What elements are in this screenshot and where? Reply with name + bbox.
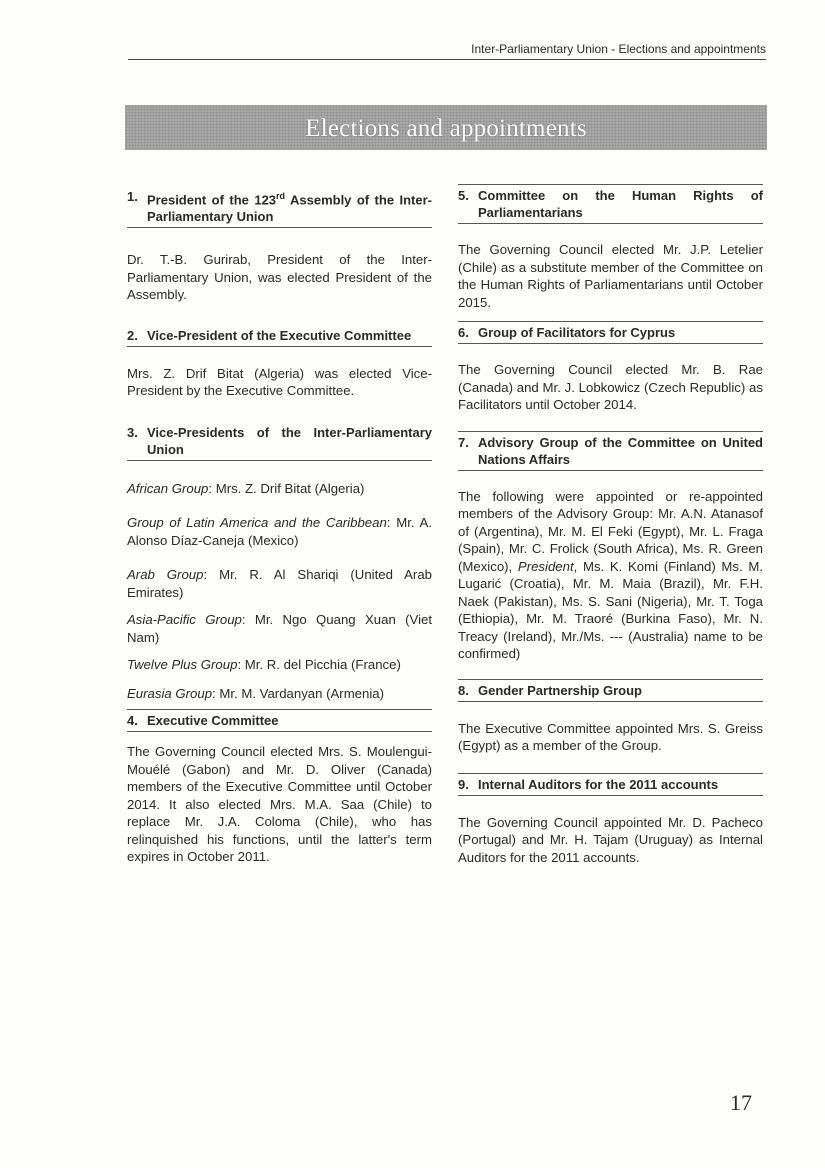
section-title: Vice-Presidents of the Inter-Parliamentary Union	[147, 424, 432, 457]
section-heading-5	[458, 184, 763, 224]
section-heading-3	[127, 422, 432, 461]
section-body-5: The Governing Council elected Mr. J.P. Letelier (Chile) as a substitute member of the Committee on the Human Rights of Parliamentarians until October 2015.	[458, 242, 763, 310]
group-entry: Asia-Pacific Group: Mr. Ngo Quang Xuan (Viet Nam)	[127, 612, 432, 645]
section-title: Executive Committee	[147, 713, 279, 729]
section-heading-4	[127, 709, 432, 732]
section-number: 7.	[458, 434, 469, 450]
section-body-2: Mrs. Z. Drif Bitat (Algeria) was elected Vice-President by the Executive Committee.	[127, 365, 432, 399]
left-column	[127, 186, 432, 866]
section-number: 9.	[458, 776, 469, 792]
section-number: 3.	[127, 424, 138, 440]
section-title: Committee on the Human Rights of Parliamentarians	[478, 188, 763, 220]
group-entry: Eurasia Group: Mr. M. Vardanyan (Armenia)	[127, 685, 385, 701]
section-heading-1	[127, 186, 432, 228]
group-entry: Group of Latin America and the Caribbean: Mr. A. Alonso Díaz-Caneja (Mexico)	[127, 515, 432, 548]
header-rule	[128, 59, 766, 60]
section-body-7: The following were appointed or re-appointed members of the Advisory Group: Mr. A.N. Atanasof of (Argentina), Mr. M. El Feki (Egypt), Mr. L. Fraga (Spain), Mr. C. Frolick (South Africa), Ms. R. Green (Mexico), President, Ms. K. Komi (Finland) Ms. M. Lugarić (Croatia), Mr. M. Maia (Brazil), Mr. F.H. Naek (Pakistan), Ms. S. Sani (Nigeria), Mr. T. Toga (Ethiopia), Mr. M. Traoré (Burkina Faso), Mr. N. Treacy (Ireland), Mr./Ms. --- (Australia) name to be confirmed)	[458, 488, 764, 661]
page-title: Elections and appointments	[305, 115, 587, 142]
section-number: 2.	[127, 327, 138, 343]
section-title: Advisory Group of the Committee on United Nations Affairs	[478, 434, 763, 467]
section-number: 5.	[458, 188, 469, 203]
section-heading-8	[458, 679, 763, 702]
section-title: Vice-President of the Executive Committee	[147, 327, 412, 343]
page-number: 17	[730, 1090, 752, 1115]
section-number: 1.	[127, 189, 138, 204]
section-number: 4.	[127, 713, 138, 729]
section-body-1: Dr. T.-B. Gurirab, President of the Inter-Parliamentary Union, was elected President of the Assembly.	[127, 252, 432, 303]
section-heading-7	[458, 431, 763, 471]
section-body-9: The Governing Council appointed Mr. D. Pacheco (Portugal) and Mr. H. Tajam (Uruguay) as Internal Auditors for the 2011 accounts.	[458, 814, 763, 865]
section-body-6: The Governing Council elected Mr. B. Rae (Canada) and Mr. J. Lobkowicz (Czech Republic) as Facilitators until October 2014.	[458, 362, 763, 412]
section-number: 6.	[458, 325, 469, 340]
section-heading-6	[458, 321, 763, 344]
group-entry: African Group: Mrs. Z. Drif Bitat (Algeria)	[127, 480, 365, 496]
section-heading-9	[458, 773, 763, 796]
section-body-4: The Governing Council elected Mrs. S. Moulengui-Mouélé (Gabon) and Mr. D. Oliver (Canada) members of the Executive Committee until October 2014. It also elected Mrs. M.A. Saa (Chile) to replace Mr. J.A. Coloma (Chile), who has relinquished his functions, until the latter's term expires in October 2011.	[127, 744, 432, 865]
section-title: Internal Auditors for the 2011 accounts	[478, 776, 719, 792]
title-banner	[125, 105, 767, 150]
running-header: Inter-Parliamentary Union - Elections and appointments	[471, 42, 766, 56]
group-entry: Twelve Plus Group: Mr. R. del Picchia (France)	[127, 657, 401, 673]
group-entry: Arab Group: Mr. R. Al Shariqi (United Arab Emirates)	[127, 567, 432, 600]
section-body-8: The Executive Committee appointed Mrs. S. Greiss (Egypt) as a member of the Group.	[458, 720, 763, 753]
section-title: Group of Facilitators for Cyprus	[478, 325, 676, 340]
section-title: President of the 123rd Assembly of the Inter-Parliamentary Union	[147, 191, 432, 225]
section-heading-2	[127, 325, 432, 347]
section-title: Gender Partnership Group	[478, 682, 642, 698]
section-number: 8.	[458, 682, 469, 698]
right-column	[458, 186, 763, 866]
